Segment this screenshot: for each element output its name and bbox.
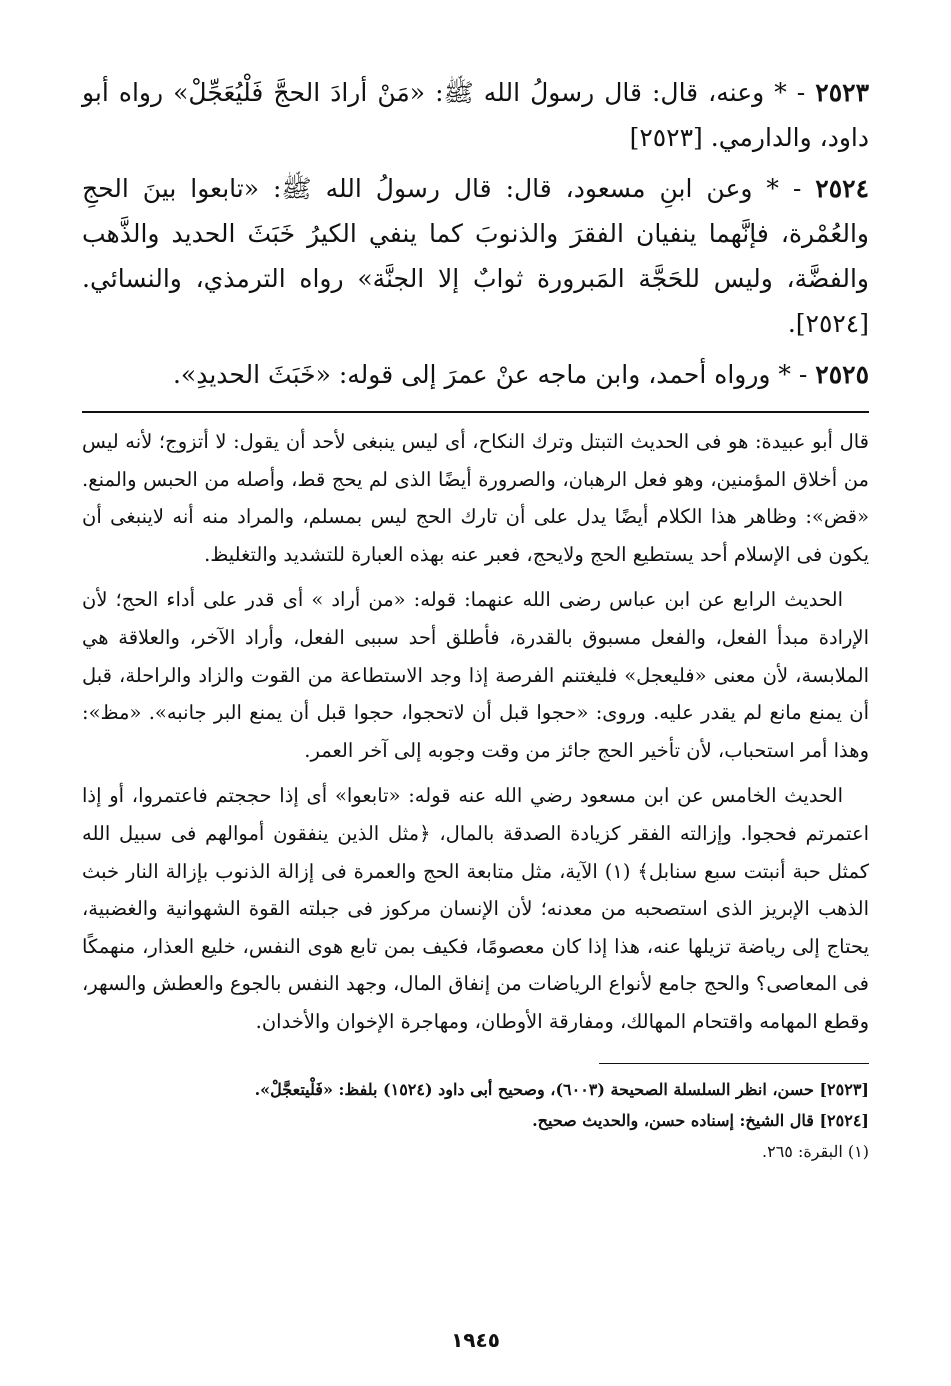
commentary-paragraph: الحديث الرابع عن ابن عباس رضى الله عنهما: قوله: «من أراد » أى قدر على أداء الحج؛ لأن الإرادة مبدأ الفعل، والفعل مسبوق بالقدرة، فأطلق أحد سببى الفعل، وأراد الآخر، والعلاقة هي الملابسة، لأن معنى «فليعجل» فليغتنم الفرصة إذا وجد الاستطاعة من القوت والزاد والراحلة، قبل أن يمنع مانع لم يقدر عليه. وروى: «حجوا قبل أن لاتحجوا، حجوا قبل أن يمنع البر جانبه». «مظ»: وهذا أمر استحباب، لأن تأخير الحج جائز من وقت وجوبه إلى آخر العمر. (82, 588, 869, 762)
section-divider (82, 411, 869, 413)
hadith-text: - * وعن ابنِ مسعود، قال: قال رسولُ الله ﷺ: «تابعوا بينَ الحجِ والعُمْرة، فإنَّهما ينفيان الفقرَ والذنوبَ كما ينفي الكيرُ خَبَثَ الحديد والذَّهب والفضَّة، وليس للحَجَّة المَبرورة ثوابٌ إلا الجنَّة» رواه الترمذي، والنسائي. [٢٥٢٤]. (82, 174, 869, 338)
hadith-text: - * وعنه، قال: قال رسولُ الله ﷺ: «مَنْ أرادَ الحجَّ فَلْيُعَجِّلْ» رواه أبو داود، والدارمي. [٢٥٢٣] (82, 78, 869, 152)
hadith-text: - * ورواه أحمد، وابن ماجه عنْ عمرَ إلى قوله: «خَبَثَ الحديدِ». (172, 360, 808, 389)
hadith-2525 (82, 352, 869, 397)
page-content (82, 70, 869, 1167)
page-number: ١٩٤٥ (451, 1328, 500, 1352)
hadith-number: ٢٥٢٤ (815, 174, 869, 203)
footnote: [٢٥٢٤] قال الشيخ: إسناده حسن، والحديث صحيح. (532, 1110, 869, 1130)
footnote: [٢٥٢٣] حسن، انظر السلسلة الصحيحة (٦٠٠٣)، وصحيح أبى داود (١٥٢٤) بلفظ: «فَلْيتعجَّلْ». (254, 1079, 869, 1099)
footnote: (١) البقرة: ٢٦٥. (762, 1141, 869, 1161)
hadith-2524 (82, 166, 869, 346)
hadith-2523 (82, 70, 869, 160)
hadith-number: ٢٥٢٣ (815, 78, 869, 107)
commentary-paragraph: الحديث الخامس عن ابن مسعود رضي الله عنه قوله: «تابعوا» أى إذا حججتم فاعتمروا، أو إذا اعتمرتم فحجوا. وإزالته الفقر كزيادة الصدقة بالمال، ﴿مثل الذين ينفقون أموالهم فى سبيل الله كمثل حبة أنبتت سبع سنابل﴾ (١) الآية، مثل متابعة الحج والعمرة فى إزالة الذنوب بإزالة النار خبث الذهب الإبريز الذى استصحبه من معدنه؛ لأن الإنسان مركوز فى جبلته القوة الشهوانية والغضبية، يحتاج إلى رياضة تزيلها عنه، هذا إذا كان معصومًا، فكيف بمن تابع هوى النفس، خليع العذار، منهمكًا فى المعاصى؟ والحج جامع لأنواع الرياضات من إنفاق المال، وجهد النفس بالجوع والعطش والسهر، وقطع المهامه واقتحام المهالك، ومفارقة الأوطان، ومهاجرة الإخوان والأخدان. (82, 784, 869, 1033)
hadith-number: ٢٥٢٥ (815, 360, 869, 389)
footnote-divider (599, 1063, 869, 1064)
commentary-paragraph: قال أبو عبيدة: هو فى الحديث التبتل وترك النكاح، أى ليس ينبغى لأحد أن يقول: لا أتزوج؛ لأنه ليس من أخلاق المؤمنين، وهو فعل الرهبان، والصرورة أيضًا الذى لم يحج قط، وأصله من الحبس والمنع. «قض»: وظاهر هذا الكلام أيضًا يدل على أن تارك الحج ليس بمسلم، والمراد منه أنه لاينبغى أن يكون فى الإسلام أحد يستطيع الحج ولايحج، فعبر عنه بهذه العبارة للتشديد والتغليظ. (82, 430, 869, 566)
